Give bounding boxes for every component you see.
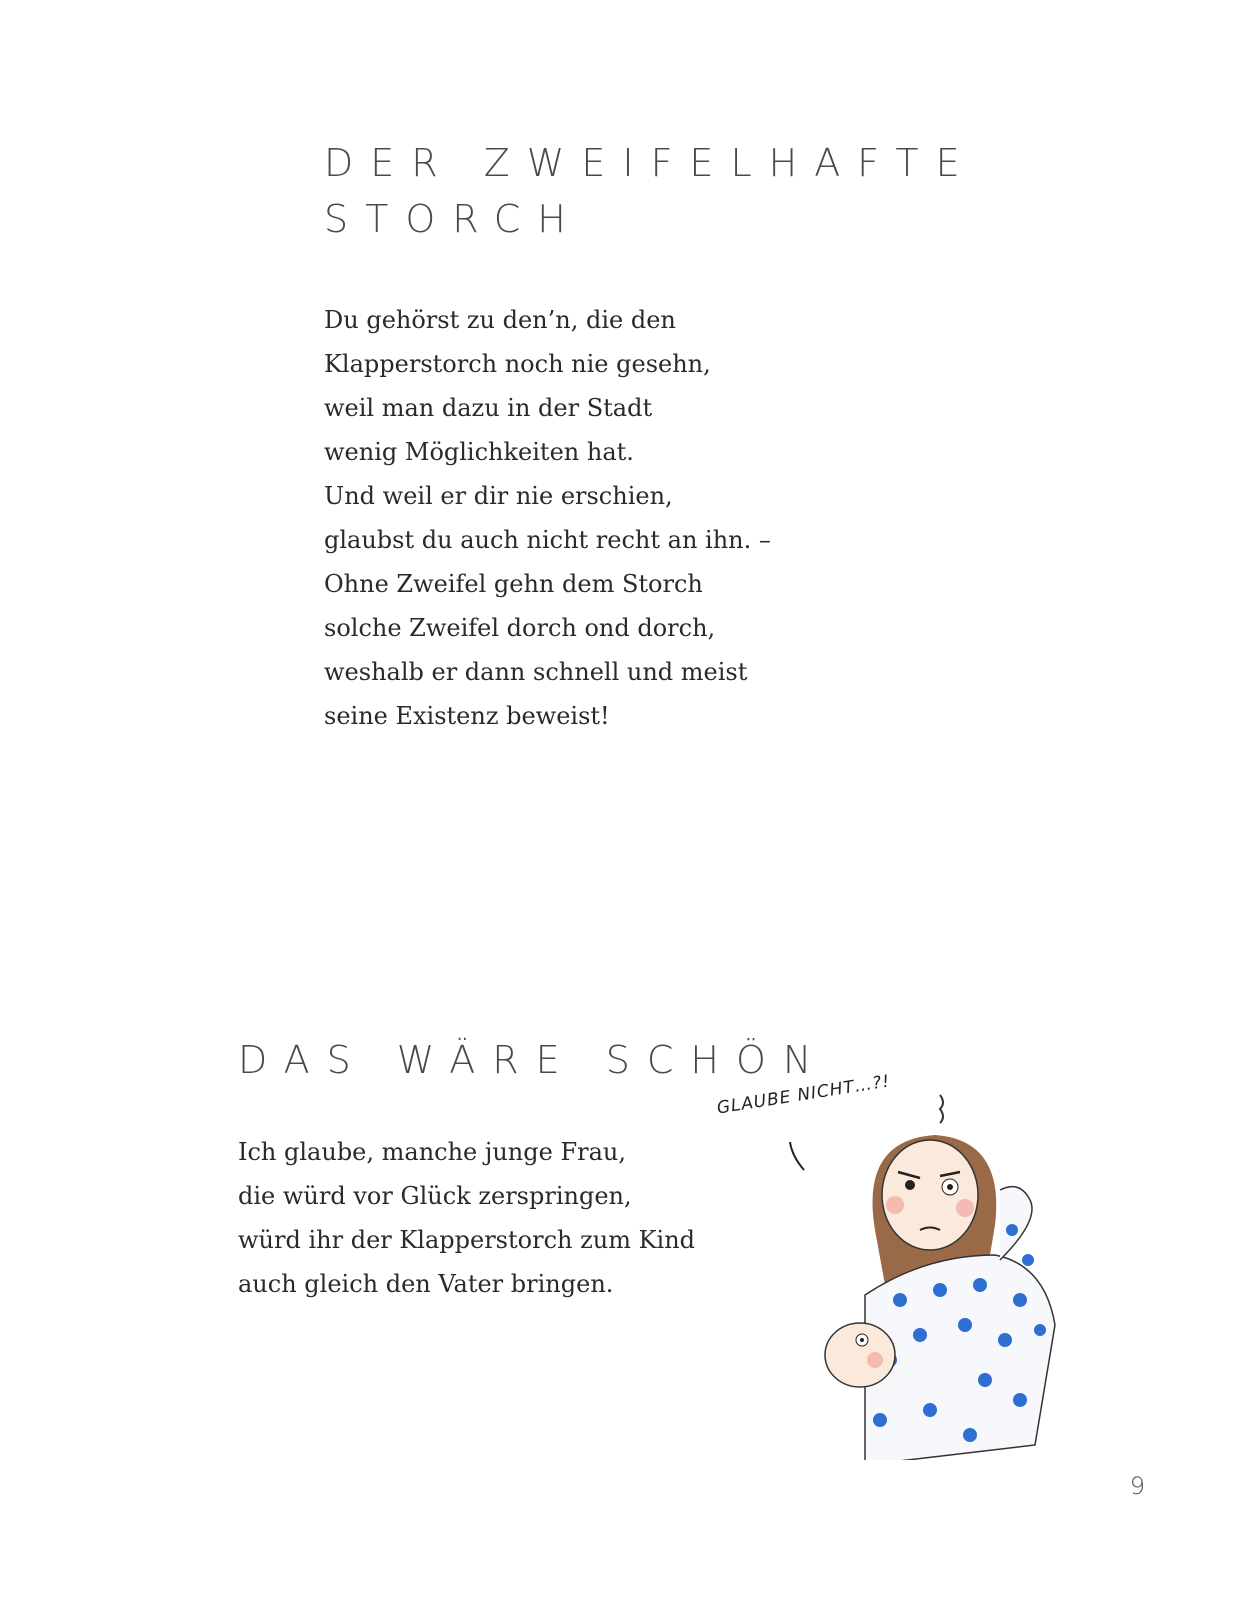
- title-line: DAS WÄRE SCHÖN: [238, 1038, 829, 1082]
- title-line: DER ZWEIFELHAFTE: [324, 141, 977, 185]
- poem-line: Ohne Zweifel gehn dem Storch: [324, 570, 703, 598]
- poem-title-1: [324, 135, 977, 247]
- poem-body-1: [324, 298, 771, 738]
- poem-line: weil man dazu in der Stadt: [324, 394, 653, 422]
- mother-baby-illustration: [780, 1060, 1080, 1460]
- poem-line: die würd vor Glück zerspringen,: [238, 1182, 632, 1210]
- poem-line: Und weil er dir nie erschien,: [324, 482, 673, 510]
- poem-line: seine Existenz beweist!: [324, 702, 610, 730]
- poem-line: wenig Möglichkeiten hat.: [324, 438, 634, 466]
- page-number: 9: [1129, 1472, 1145, 1500]
- poem-line: auch gleich den Vater bringen.: [238, 1270, 614, 1298]
- poem-line: Du gehörst zu den’n, die den: [324, 306, 676, 334]
- poem-line: Klapperstorch noch nie gesehn,: [324, 350, 711, 378]
- poem-title-2: [238, 1032, 828, 1088]
- poem-line: Ich glaube, manche junge Frau,: [238, 1138, 626, 1166]
- poem-line: würd ihr der Klapperstorch zum Kind: [238, 1226, 696, 1254]
- poem-line: solche Zweifel dorch ond dorch,: [324, 614, 716, 642]
- poem-line: weshalb er dann schnell und meist: [324, 658, 748, 686]
- speech-text: GLAUBE NICHT…?!: [715, 1071, 892, 1119]
- title-line: STORCH: [324, 197, 583, 241]
- poem-line: glaubst du auch nicht recht an ihn. –: [324, 526, 771, 554]
- poem-body-2: [238, 1130, 695, 1306]
